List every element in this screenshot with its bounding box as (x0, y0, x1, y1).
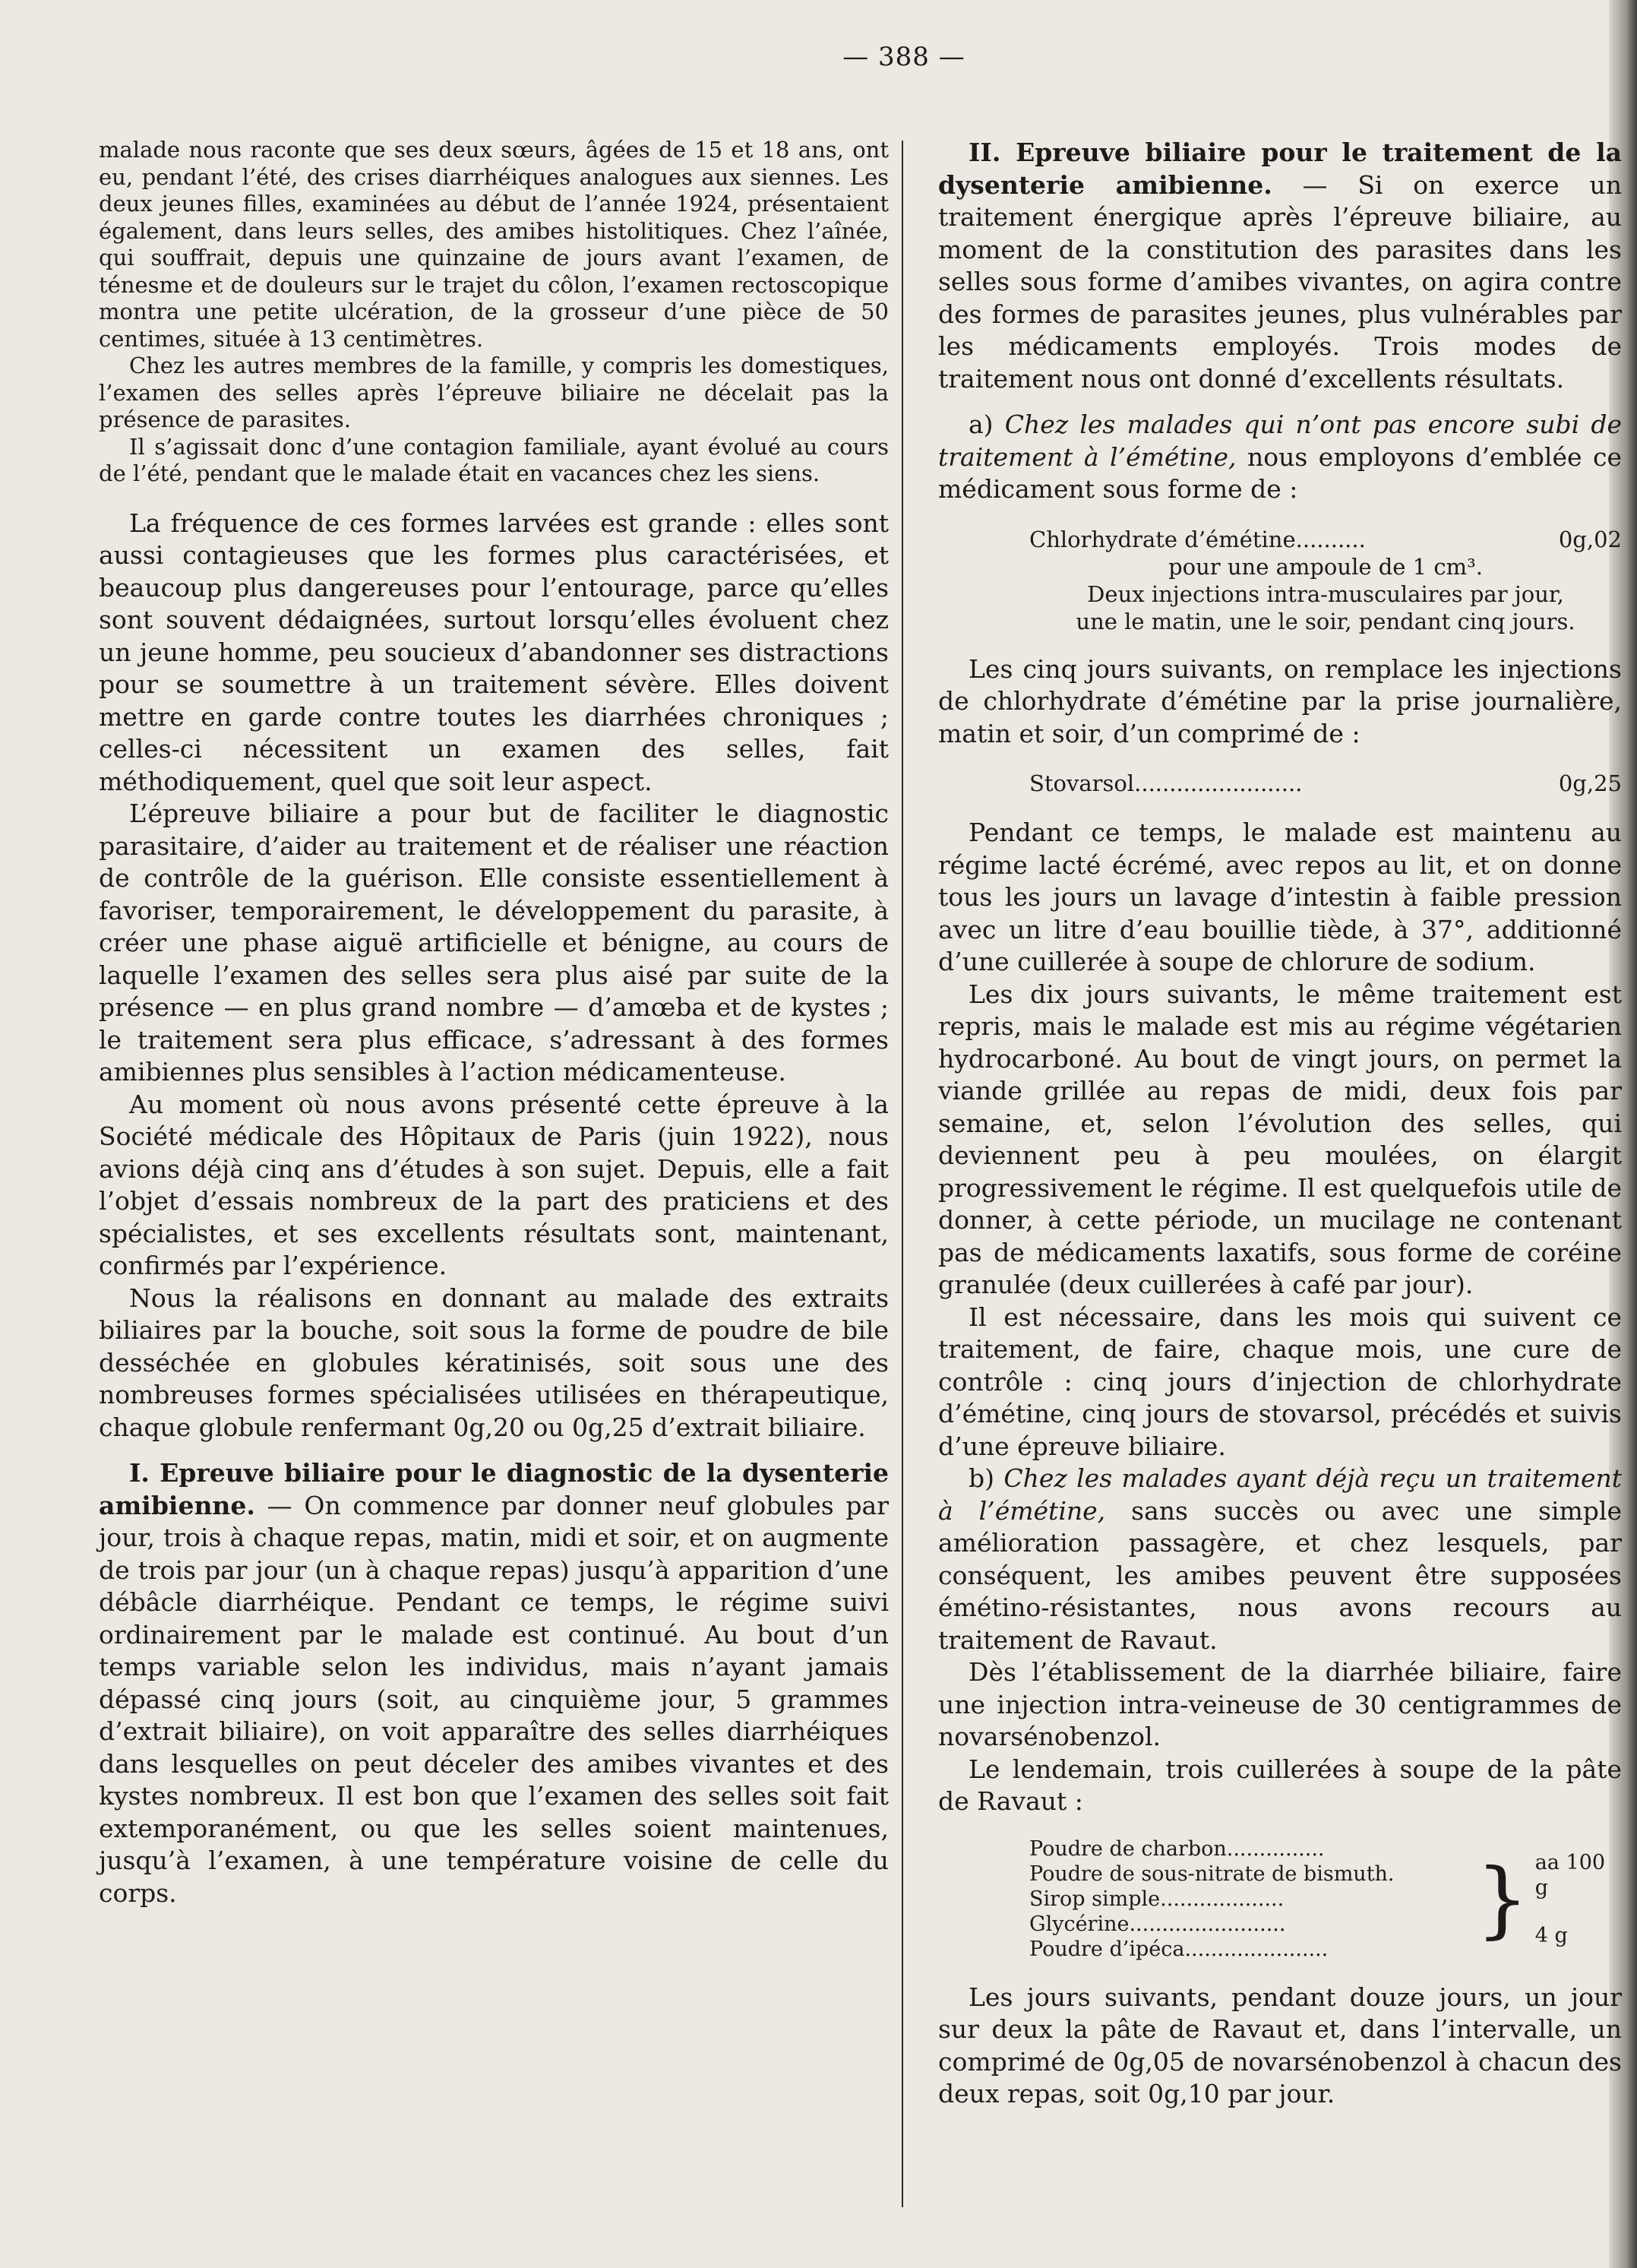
item-a-italic: Chez les malades qui n’ont pas encore subi de traitement à l’émétine, (938, 410, 1622, 472)
paragraph-moment: Au moment où nous avons présenté cette épreuve à la Société médicale des Hôpitaux de Paris (juin 1922), nous avions déjà cinq ans d’études à son sujet. Depuis, elle a fait l’objet d’essais nombreux de la part des praticiens et des spécialistes, et ses excellents résultats sont, maintenant, confirmés par l’expérience. (99, 1089, 889, 1280)
paragraph-des: Dès l’établissement de la diarrhée biliaire, faire une injection intra-veineuse de 30 centigrammes de novarsénobenzol. (938, 1657, 1622, 1751)
section-2-heading: II. Epreuve biliaire pour le traitement de la dysenterie amibienne. (938, 138, 1622, 200)
formula-1-dose: 0g,02 (1558, 526, 1622, 552)
formula-1-dots: .......... (1295, 526, 1366, 552)
section-2 (938, 137, 1622, 395)
paragraph-necessaire: Il est nécessaire, dans les mois qui suivent ce traitement, de faire, chaque mois, une cure de contrôle : cinq jours d’injection de chlorhydrate d’émétine, cinq jours de stovarsol, précédés et suivis d’une épreuve biliaire. (938, 1302, 1622, 1461)
page-number: — 388 — (842, 42, 965, 72)
formula-stovarsol (1029, 770, 1622, 797)
paragraph-dix-jours: Les dix jours suivants, le même traitement est repris, mais le malade est mis au régime végétarien hydrocarboné. Au bout de vingt jours, on permet la viande grillée au repas de midi, deux fois par semaine, et, selon l’évolution des selles, qui deviennent peu à peu moulées, on élargit progressivement le régime. Il est quelquefois utile de donner, à cette période, un mucilage ne contenant pas de médicaments laxatifs, sous forme de coréine granulée (deux cuillerées à café par jour). (938, 979, 1622, 1299)
item-a-text: nous employons d’emblée ce médicament sous forme de : (938, 441, 1622, 504)
formula-2-name: Stovarsol (1029, 770, 1135, 796)
formula-1-line-4: une le matin, une le soir, pendant cinq jours. (1076, 608, 1575, 634)
formula-2-dose: 0g,25 (1558, 770, 1622, 796)
paragraph-frequence: La fréquence de ces formes larvées est grande : elles sont aussi contagieuses que les formes plus caractérisées, et beaucoup plus dangereuses pour l’entourage, parce qu’elles sont souvent dédaignées, surtout lorsqu’elles évoluent chez un jeune homme, peu soucieux d’abandonner ses distractions pour se soumettre à un traitement sévère. Elles doivent mettre en garde contre toutes les diarrhées chroniques ; celles-ci nécessitent un examen des selles, fait méthodiquement, quel que soit leur aspect. (99, 508, 889, 796)
paragraph-lendemain: Le lendemain, trois cuillerées à soupe de la pâte de Ravaut : (938, 1754, 1622, 1816)
column-divider (902, 141, 903, 2207)
item-a-label: a) (969, 410, 1005, 439)
paragraph-pendant: Pendant ce temps, le malade est maintenu au régime lacté écrémé, avec repos au lit, et on donne tous les jours un lavage d’intestin à faible pression avec un litre d’eau bouillie tiède, à 37°, additionné d’une cuillerée à soupe de chlorure de sodium. (938, 818, 1622, 976)
item-b-label: b) (969, 1463, 1004, 1493)
recipe-item: Poudre de charbon ............... (1029, 1836, 1325, 1861)
main-text-block (99, 508, 889, 1910)
section-1-heading: I. Epreuve biliaire pour le diagnostic de la dysenterie amibienne. (99, 1458, 889, 1520)
formula-2-dots: ........................ (1134, 770, 1303, 796)
section-2-text: — Si on exerce un traitement énergique après l’épreuve biliaire, au moment de la constitution des parasites dans les selles sous forme d’amibes vivantes, on agira contre des formes de parasites jeunes, plus vulnérables par les médicaments employés. Trois modes de traitement nous ont donné d’excellents résultats. (938, 169, 1622, 394)
recipe-item: Glycérine ........................ (1029, 1912, 1286, 1936)
paragraph-realisons: Nous la réalisons en donnant au malade des extraits biliaires par la bouche, soit sous la forme de poudre de bile desséchée en globules kératinisés, soit sous une des nombreuses formes spécialisées utilisées en thérapeutique, chaque globule renfermant 0g,20 ou 0g,25 d’extrait biliaire. (99, 1283, 889, 1442)
case-report-block (99, 137, 889, 488)
formula-1-line-2: pour une ampoule de 1 cm³. (1168, 553, 1483, 580)
recipe-list (1029, 1836, 1470, 1962)
paragraph-jours-suivants: Les jours suivants, pendant douze jours, un jour sur deux la pâte de Ravaut et, dans l’intervalle, un comprimé de 0g,05 de novarsénobenzol à chacun des deux repas, soit 0g,10 par jour. (938, 1982, 1622, 2108)
formula-emetine (1029, 526, 1622, 635)
paragraph-epreuve: L’épreuve biliaire a pour but de faciliter le diagnostic parasitaire, d’aider au traitement et de réaliser une réaction de contrôle de la guérison. Elle consiste essentiellement à favoriser, temporairement, le développement du parasite, à créer une phase aiguë artificielle et bénigne, au cours de laquelle l’examen des selles sera plus aisé par suite de la présence — en plus grand nombre — d’amœba et de kystes ; le traitement sera plus efficace, s’adressant à des formes amibiennes plus sensibles à l’action médicamenteuse. (99, 799, 889, 1087)
recipe-item: Sirop simple ................... (1029, 1887, 1285, 1911)
left-column (99, 137, 889, 1909)
recipe-dose-2: 4 g (1534, 1923, 1568, 1947)
section-1-text: — On commence par donner neuf globules par jour, trois à chaque repas, matin, midi et soir, et on augmente de trois par jour (un à chaque repas) jusqu’à apparition d’une débâcle diarrhéique. Pendant ce temps, le régime suivi ordinairement par le malade est continué. Au bout d’un temps variable selon les individus, mais n’ayant jamais dépassé cinq jours (soit, au cinquième jour, 5 grammes d’extrait biliaire), on voit apparaître des selles diarrhéiques dans lesquelles on peut déceler des amibes vivantes et des kystes nombreux. Il est bon que l’examen des selles soit fait extemporanément, ou que les selles soient maintenues, jusqu’à l’examen, à une température voisine de celle du corps. (99, 1490, 889, 1908)
case-paragraph-1: malade nous raconte que ses deux sœurs, âgées de 15 et 18 ans, ont eu, pendant l’été, des crises diarrhéiques analogues aux siennes. Les deux jeunes filles, examinées au début de l’année 1924, présentaient également, dans leurs selles, des amibes histolitiques. Chez l’aînée, qui souffrait, depuis une quinzaine de jours avant l’examen, de ténesme et de douleurs sur le trajet du côlon, l’examen rectoscopique montra une petite ulcération, de la grosseur d’une pièce de 50 centimes, située à 13 centimètres. (99, 137, 889, 352)
item-a (938, 409, 1622, 506)
section-1 (99, 1457, 889, 1909)
formula-1-name: Chlorhydrate d’émétine (1029, 526, 1296, 552)
recipe-doses (1535, 1850, 1622, 1948)
recipe-ravaut (1029, 1836, 1622, 1962)
item-b (938, 1463, 1622, 1656)
case-paragraph-2: Chez les autres membres de la famille, y compris les domestiques, l’examen des selles après l’épreuve biliaire ne décelait pas la présence de parasites. (99, 353, 889, 432)
item-b-text: sans succès ou avec une simple amélioration passagère, et chez lesquels, par conséquent, les amibes peuvent être supposées émétino-résistantes, nous avons recours au traitement de Ravaut. (938, 1495, 1622, 1655)
case-paragraph-3: Il s’agissait donc d’une contagion familiale, ayant évolué au cours de l’été, pendant que le malade était en vacances chez les siens. (99, 433, 889, 486)
recipe-brace: } (1475, 1850, 1529, 1947)
item-b-italic: Chez les malades ayant déjà reçu un traitement à l’émétine, (938, 1463, 1623, 1526)
recipe-item: Poudre de sous-nitrate de bismuth. (1029, 1862, 1395, 1886)
right-column (938, 137, 1622, 2111)
paragraph-cinq-jours: Les cinq jours suivants, on remplace les injections de chlorhydrate d’émétine par la prise journalière, matin et soir, d’un comprimé de : (938, 653, 1622, 748)
recipe-item: Poudre d’ipéca ...................... (1029, 1937, 1329, 1961)
formula-1-line-3: Deux injections intra-musculaires par jour, (1087, 580, 1564, 607)
recipe-dose-1: aa 100 g (1534, 1850, 1606, 1899)
